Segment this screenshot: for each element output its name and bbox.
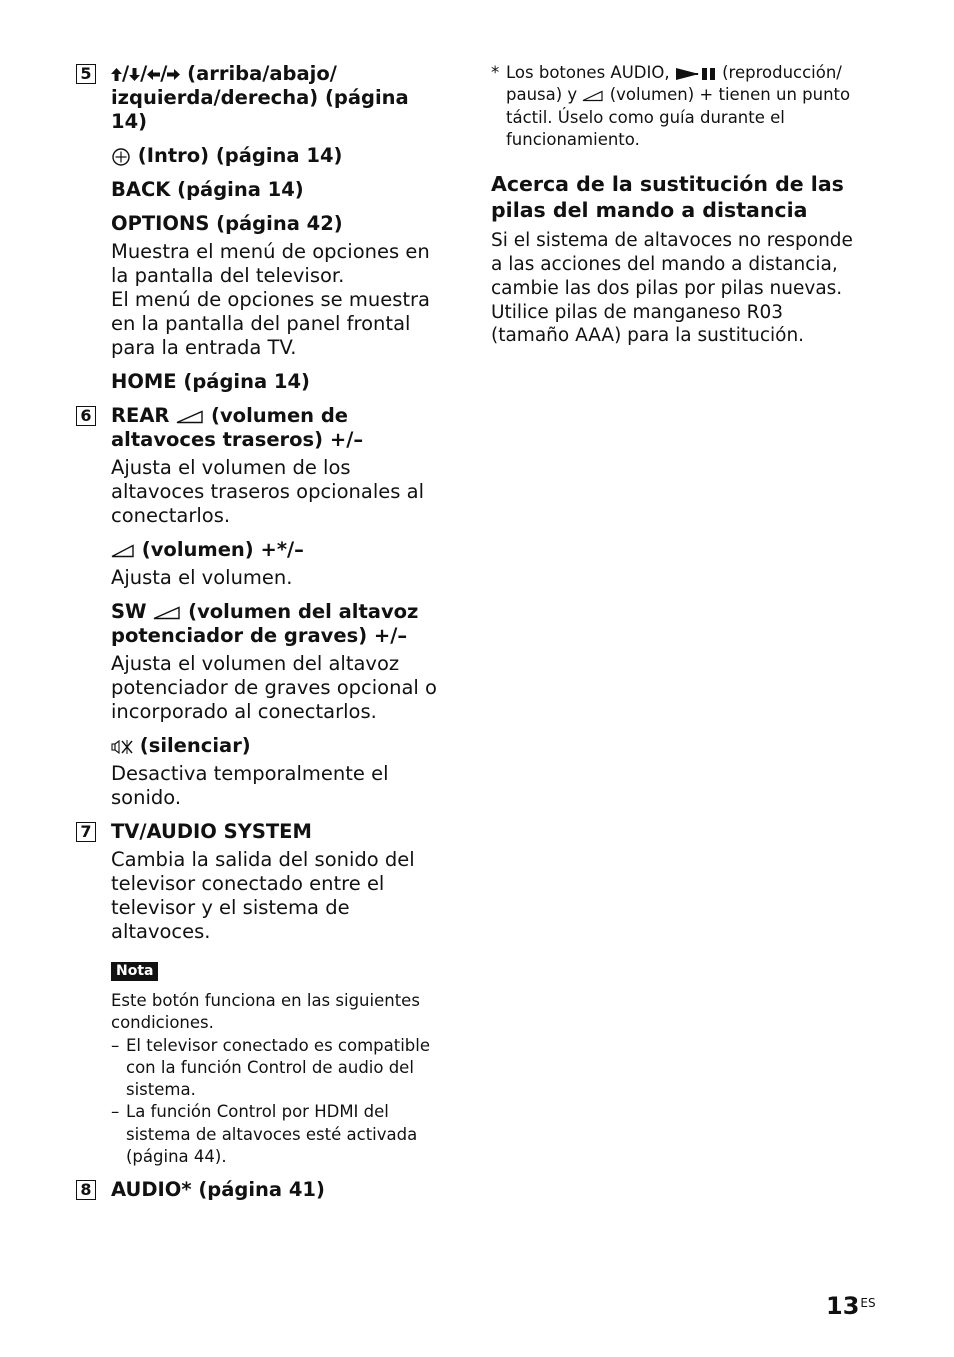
- intro-label: (Intro) (página 14): [137, 144, 343, 167]
- note-list-item: [111, 1035, 446, 1102]
- left-column: [76, 62, 446, 1212]
- arrow-up-icon: [111, 68, 122, 81]
- sw-heading: [111, 600, 446, 648]
- note-label: Nota: [111, 962, 158, 981]
- arrow-left-icon: [147, 69, 160, 80]
- arrow-right-icon: [167, 69, 180, 80]
- audio-heading: AUDIO* (página 41): [111, 1178, 325, 1202]
- item-number-7: 7: [76, 822, 96, 842]
- options-heading: OPTIONS (página 42): [111, 212, 343, 235]
- note-intro: Este botón funciona en las siguientes condiciones.: [111, 991, 420, 1033]
- item-number-6: 6: [76, 406, 96, 426]
- note-item-text: La función Control por HDMI del sistema de altavoces esté activada (página 44).: [126, 1102, 418, 1167]
- volume-icon: [582, 90, 604, 102]
- item-number-8: 8: [76, 1180, 96, 1200]
- volume-icon: [111, 544, 135, 558]
- options-description-2: El menú de opciones se muestra en la pantalla del panel frontal para la entrada TV.: [111, 288, 430, 359]
- section-body: Si el sistema de altavoces no responde a las acciones del mando a distancia, cambie las dos pilas por pilas nuevas. Utilice pilas de manganeso R03 (tamaño AAA) para la sustitución.: [491, 230, 853, 347]
- note-list-item: [111, 1101, 446, 1168]
- page-language-suffix: ES: [860, 1296, 876, 1310]
- sw-prefix: SW: [111, 600, 147, 623]
- footnote-text-a: Los botones AUDIO,: [506, 63, 670, 82]
- item-7: [76, 820, 446, 1168]
- right-column: [491, 62, 861, 348]
- volume-icon: [153, 606, 181, 620]
- mute-label: (silenciar): [139, 734, 251, 757]
- volume-icon: [176, 410, 204, 424]
- section-title: Acerca de la sustitución de las pilas del mando a distancia: [491, 172, 844, 223]
- back-heading: BACK (página 14): [111, 178, 304, 201]
- footnote-text-b: (reproducción/ pausa) y: [506, 63, 842, 105]
- arrow-down-icon: [129, 68, 140, 81]
- item-8: [76, 1178, 446, 1202]
- mute-description: Desactiva temporalmente el sonido.: [111, 762, 389, 809]
- mute-heading: [111, 734, 446, 758]
- volume-heading: [111, 538, 446, 562]
- mute-icon: [111, 738, 133, 756]
- item-5: [76, 62, 446, 394]
- dash-marker: –: [111, 1102, 120, 1122]
- footnote: [491, 62, 861, 151]
- item-number-5: 5: [76, 64, 96, 84]
- item-6: [76, 404, 446, 810]
- volume-description: Ajusta el volumen.: [111, 566, 293, 589]
- rear-prefix: REAR: [111, 404, 170, 427]
- intro-heading: [111, 144, 446, 168]
- page-number-value: 13: [826, 1292, 860, 1320]
- play-pause-icon: [675, 67, 717, 81]
- dash-marker: –: [111, 1035, 120, 1055]
- tv-audio-system-description: Cambia la salida del sonido del televisor conectado entre el televisor y el sistema de altavoces.: [111, 848, 415, 943]
- rear-label: (volumen de altavoces traseros) +/–: [111, 404, 364, 451]
- home-heading: HOME (página 14): [111, 370, 310, 393]
- footnote-marker: *: [491, 63, 500, 82]
- sw-label: (volumen del altavoz potenciador de graves) +/–: [111, 600, 419, 647]
- options-description-1: Muestra el menú de opciones en la pantalla del televisor.: [111, 240, 430, 287]
- rear-heading: [111, 404, 446, 452]
- rear-description: Ajusta el volumen de los altavoces traseros opcionales al conectarlos.: [111, 456, 424, 527]
- footnote-text-c: (volumen) + tienen un punto táctil. Úselo como guía durante el funcionamiento.: [506, 85, 851, 149]
- enter-icon: [111, 147, 131, 167]
- tv-audio-system-heading: TV/AUDIO SYSTEM: [111, 820, 312, 843]
- note-item-text: El televisor conectado es compatible con la función Control de audio del sistema.: [126, 1035, 431, 1100]
- page-number: [826, 1292, 876, 1320]
- arrows-label: (arriba/abajo/ izquierda/derecha) (página 14): [111, 62, 409, 133]
- volume-label: (volumen) +*/–: [141, 538, 304, 561]
- arrows-heading: / / / (arriba/abajo/ izquierda/derecha) (página 14): [111, 62, 409, 133]
- sw-description: Ajusta el volumen del altavoz potenciador de graves opcional o incorporado al conectarlos.: [111, 652, 437, 723]
